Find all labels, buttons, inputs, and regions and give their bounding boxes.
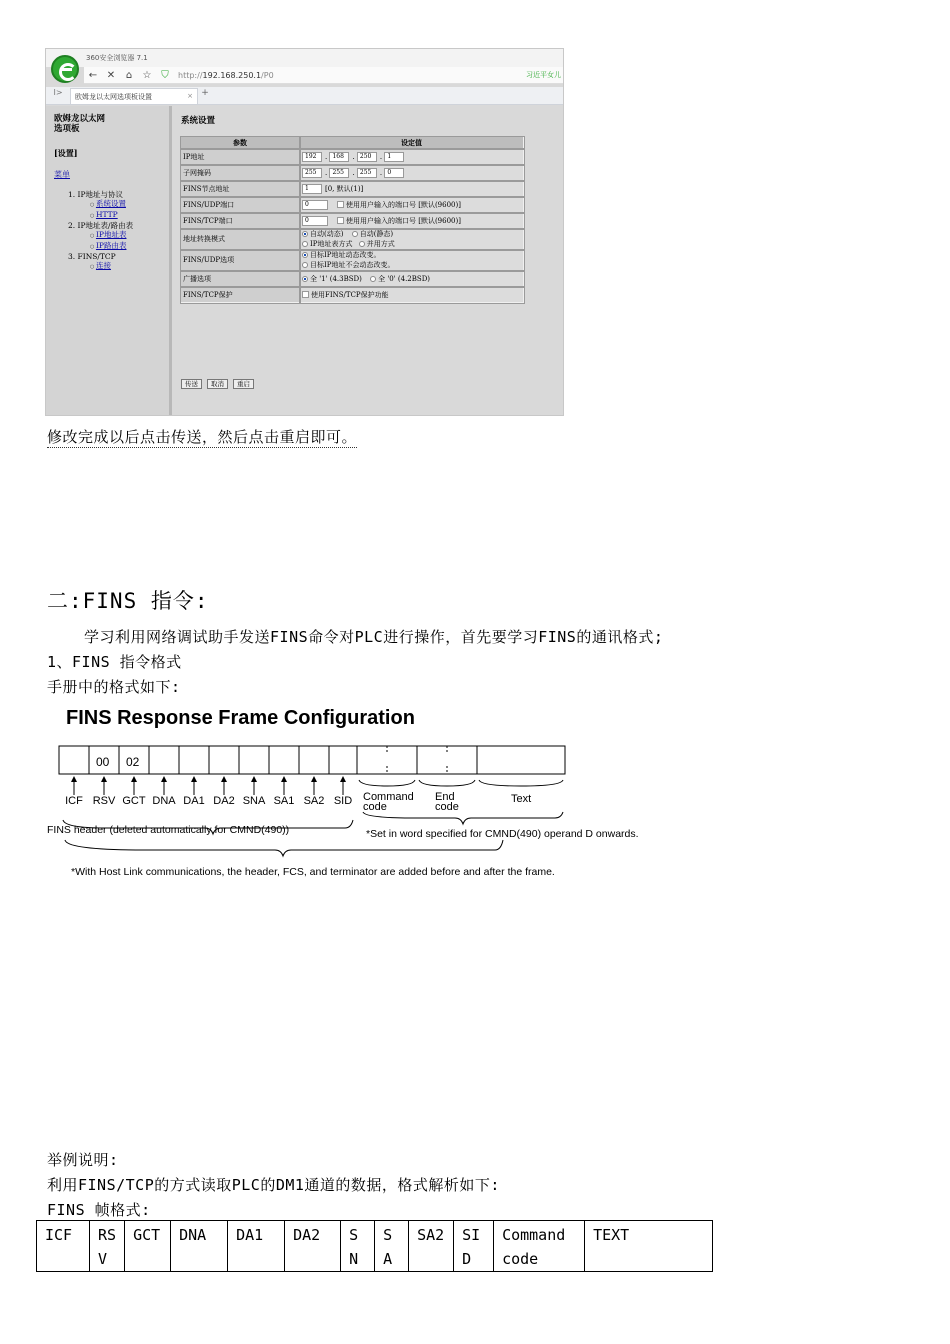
cell-da2: DA2 [285,1221,341,1272]
settings-label: [设置] [54,148,78,158]
field-icf: ICF [65,795,83,807]
prot-label: FINS/TCP保护 [181,287,300,303]
frame-format-label: FINS 帧格式: [47,1201,151,1219]
field-da2: DA2 [213,795,235,807]
sidebar-item-fins: 3. FINS/TCP [68,252,116,261]
example-description: 利用FINS/TCP的方式读取PLC的DM1通道的数据，格式解析如下: [47,1176,500,1194]
bcast-radio-all1[interactable] [302,276,308,282]
conv-label: 地址转换模式 [181,229,300,250]
udp-hint: 使用用户输入的端口号 [默认(9600)] [346,200,461,209]
manual-note: 手册中的格式如下: [47,678,181,696]
sidebar-title-1: 欧姆龙以太网 [54,114,106,124]
node-input[interactable]: 1 [302,184,322,194]
field-gct: GCT [122,795,146,807]
cell-dna: DNA [171,1221,228,1272]
tab-active[interactable]: 欧姆龙以太网选项板设置 × [70,88,198,104]
end-code-line2: code [435,801,459,813]
tcp-port-input[interactable]: 0 [302,216,328,226]
mask-octet-1[interactable]: 255 [302,168,322,178]
cell-gct: GCT [125,1221,171,1272]
section-title: 二:FINS 指令: [47,589,209,613]
example-heading: 举例说明: [47,1151,119,1169]
header-note: FINS header (deleted automatically for CMND(490)) [47,824,290,836]
bcast-label: 广播选项 [181,271,300,287]
ip-octet-2[interactable]: 168 [329,152,349,162]
host-link-note: *With Host Link communications, the header, FCS, and terminator are added before and after the frame. [71,866,555,878]
word-note: *Set in word specified for CMND(490) operand D onwards. [366,828,639,840]
sidebar-item-ip: 1. IP地址与协议 [68,190,124,199]
cancel-button[interactable]: 取消 [207,379,228,389]
sidebar-item-routing: 2. IP地址表/路由表 [68,221,134,230]
field-sid: SID [333,795,353,807]
intro-paragraph: 学习利用网络调试助手发送FINS命令对PLC进行操作，首先要学习FINS的通讯格式; [84,628,664,646]
cell-sn: S N [341,1221,375,1272]
field-arrows [74,780,343,795]
sidebar-title-2: 选项板 [54,124,80,134]
cell-text: TEXT [585,1221,713,1272]
tab-bar [46,87,564,105]
end-code-line1: End [435,791,455,803]
tcp-hint: 使用用户输入的端口号 [默认(9600)] [346,216,461,225]
mask-octet-4[interactable]: 0 [384,168,404,178]
browser-title: 360安全浏览器 7.1 [46,49,563,67]
udp-user-port-checkbox[interactable] [337,201,344,208]
link-ip-table[interactable]: IP地址表 [95,230,127,239]
fins-frame-table [36,1220,713,1272]
home-icon[interactable]: ⌂ [125,69,133,81]
bcast-radio-all0[interactable] [370,276,376,282]
udp-port-input[interactable]: 0 [302,200,328,210]
conv-opt-3: IP地址表方式 [310,240,353,248]
screenshot-caption: 修改完成以后点击传送，然后点击重启即可。 [47,428,358,446]
settings-table [180,136,524,303]
cell-command-code: Command code [494,1221,585,1272]
tcp-label: FINS/TCP端口 [181,213,300,229]
fins-frame-figure [45,700,705,885]
conv-opt-2: 自动(静态) [359,230,394,238]
action-buttons [181,379,254,389]
transfer-button[interactable]: 传送 [181,379,202,389]
mask-fields: 255 . 255 . 255 . 0 [300,165,524,181]
cell-da1: DA1 [228,1221,285,1272]
item-heading-1: 1、FINS 指令格式 [47,653,182,671]
address-bar[interactable]: http://192.168.250.1/P0 [178,70,274,80]
cell-sid: SI D [454,1221,494,1272]
sidebar-toggle-icon[interactable]: I> [53,88,63,97]
conv-radio-combined[interactable] [359,241,365,247]
browser-screenshot [45,48,564,416]
field-da1: DA1 [183,795,205,807]
field-sa1: SA1 [273,795,295,807]
stop-icon[interactable]: ✕ [106,69,116,81]
settings-sidebar [46,106,172,416]
mask-octet-2[interactable]: 255 [329,168,349,178]
col-param: 参数 [181,137,300,149]
ip-octet-1[interactable]: 192 [302,152,322,162]
col-value: 设定值 [300,137,524,149]
link-ip-route[interactable]: IP路由表 [95,241,127,250]
field-dna: DNA [152,795,176,807]
tcp-user-port-checkbox[interactable] [337,217,344,224]
mask-label: 子网掩码 [181,165,300,181]
udpopt-radio-static[interactable] [302,262,308,268]
udpopt-opt-1: 目标IP地址动态改变。 [310,251,381,259]
link-system-settings[interactable]: 系统设置 [95,199,126,208]
browser-logo-icon [51,55,79,83]
cell-rsv: RS V [90,1221,125,1272]
link-http[interactable]: HTTP [95,210,118,219]
mask-octet-3[interactable]: 255 [357,168,377,178]
node-label: FINS节点地址 [181,181,300,197]
link-connection[interactable]: 连接 [95,261,111,270]
back-icon[interactable]: ← [88,69,98,81]
group-braces [63,780,563,856]
ip-octet-3[interactable]: 250 [357,152,377,162]
field-sa2: SA2 [303,795,325,807]
cell-sa2: SA2 [409,1221,454,1272]
cell-icf: ICF [37,1221,90,1272]
restart-button[interactable]: 重启 [233,379,254,389]
udp-label: FINS/UDP端口 [181,197,300,213]
text-field-label: Text [511,793,532,805]
prot-checkbox[interactable] [302,291,309,298]
ip-octet-4[interactable]: 1 [384,152,404,162]
new-tab-button[interactable]: + [201,88,209,98]
field-rsv: RSV [92,795,116,807]
prot-hint: 使用FINS/TCP保护功能 [311,290,389,299]
ip-label: IP地址 [181,149,300,165]
bcast-opt-1: 全 '1' (4.3BSD) [310,274,362,283]
arrow-heads [71,776,346,782]
conv-radio-ip-table[interactable] [302,241,308,247]
conv-radio-auto-static[interactable] [352,231,358,237]
tab-close-icon[interactable]: × [187,92,193,100]
udpopt-radio-dynamic[interactable] [302,252,308,258]
udpopt-label: FINS/UDP选项 [181,250,300,271]
field-sna: SNA [242,795,266,807]
bcast-opt-2: 全 '0' (4.2BSD) [378,274,431,283]
conv-opt-4: 并用方式 [366,240,395,248]
star-icon[interactable]: ☆ [142,69,152,81]
settings-heading: 系统设置 [181,116,216,126]
node-hint: [0, 默认(1)] [325,184,364,193]
rsv-value: 00 [96,755,110,769]
ip-fields: 192 . 168 . 250 . 1 [300,149,524,165]
menu-link[interactable]: 菜单 [54,170,70,179]
conv-opt-1: 自动(动态) [310,230,344,238]
command-code-line1: Command [363,791,414,803]
udpopt-opt-2: 目标IP地址不会动态改变。 [310,261,395,269]
table-row [37,1221,713,1272]
news-link[interactable]: 习近平女儿 [526,71,561,79]
figure-title: FINS Response Frame Configuration [66,707,415,729]
browser-navbar [84,67,564,84]
shield-icon: ⛉ [161,69,169,81]
gct-value: 02 [126,755,140,769]
settings-main [175,106,564,416]
command-code-line2: code [363,801,387,813]
conv-radio-auto-dynamic[interactable] [302,231,308,237]
cell-sa: S A [375,1221,409,1272]
